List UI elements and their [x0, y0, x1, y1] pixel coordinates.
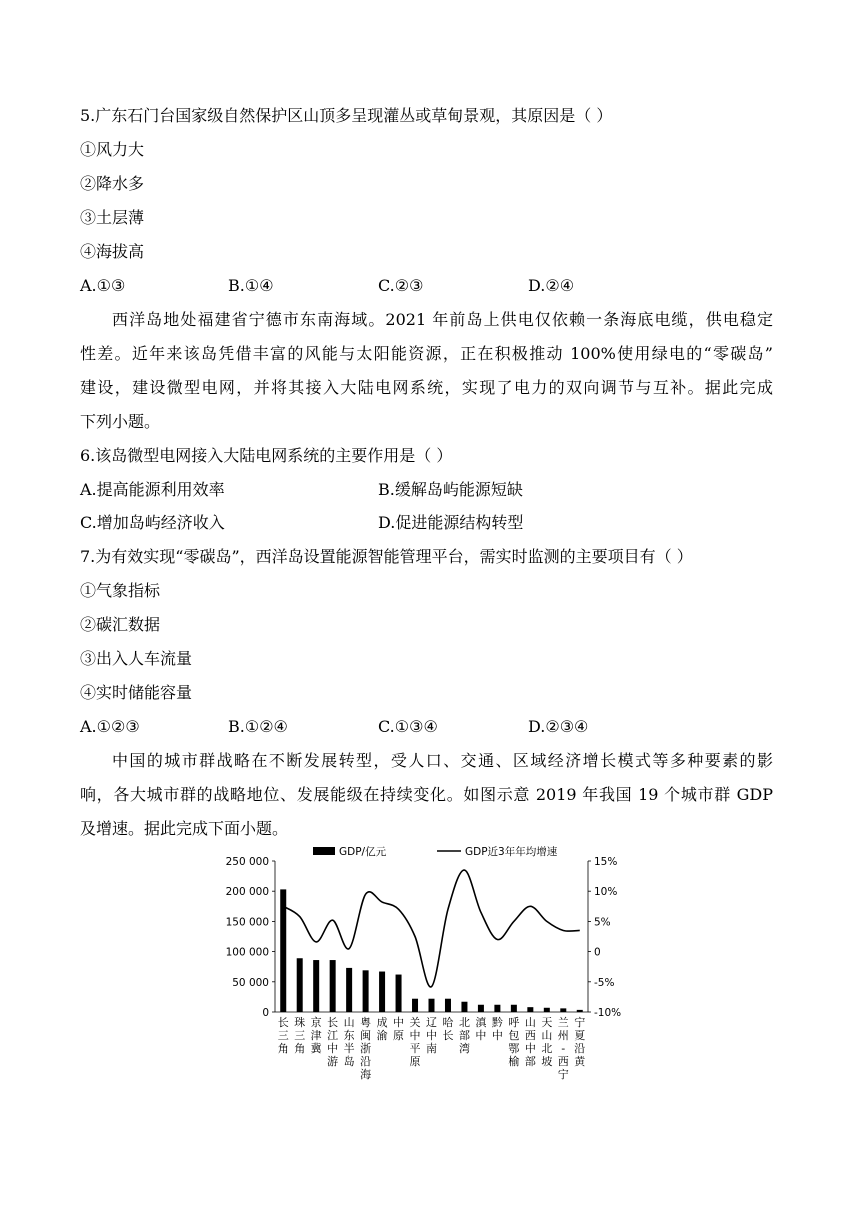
category-label: 成: [376, 1016, 388, 1029]
passage1-line: 西洋岛地处福建省宁德市东南海域。2021 年前岛上供电仅依赖一条海底电缆，供电稳定: [112, 310, 773, 329]
category-label: 山: [541, 1029, 553, 1042]
legend-bar-swatch: [313, 847, 335, 855]
q5-item-1: ①风力大: [80, 140, 145, 159]
q7-option-c[interactable]: C.①③④: [378, 717, 438, 736]
category-label: 中: [475, 1029, 487, 1042]
category-label: 北: [541, 1042, 553, 1055]
gdp-bar: [363, 970, 369, 1012]
category-label: 黄: [574, 1055, 586, 1068]
category-label: 津: [310, 1029, 322, 1042]
gdp-bar: [560, 1008, 566, 1012]
q6-option-d[interactable]: D.促进能源结构转型: [378, 513, 524, 532]
q5-option-b[interactable]: B.①④: [228, 276, 274, 295]
category-label: 长: [442, 1029, 454, 1042]
category-label: 平: [409, 1042, 421, 1055]
category-label: 江: [327, 1029, 339, 1042]
category-label: 岛: [343, 1055, 355, 1068]
category-label: 原: [393, 1029, 405, 1042]
gdp-bar: [511, 1005, 517, 1012]
category-label: 包: [508, 1029, 520, 1042]
passage-xiyang-island: [80, 310, 773, 446]
growth-rate-line: [283, 870, 580, 987]
gdp-bar: [544, 1008, 550, 1012]
q6-option-a[interactable]: A.提高能源利用效率: [80, 480, 225, 499]
q7-option-a[interactable]: A.①②③: [80, 717, 140, 736]
category-label: 鄂: [508, 1042, 520, 1055]
right-tick-label: 15%: [594, 856, 618, 868]
q5-option-a[interactable]: A.①③: [80, 276, 126, 295]
right-tick-label: -10%: [594, 1007, 622, 1019]
left-tick-label: 200 000: [225, 886, 269, 899]
passage1-line: 建设，建设微型电网，并将其接入大陆电网系统，实现了电力的双向调节与互补。据此完成: [80, 378, 773, 397]
right-tick-label: 5%: [594, 916, 611, 929]
q7-option-b[interactable]: B.①②④: [228, 717, 288, 736]
category-label: 中: [426, 1029, 437, 1042]
left-tick-label: 150 000: [225, 916, 269, 929]
category-label: 南: [426, 1042, 437, 1055]
category-label: 中: [491, 1029, 503, 1042]
category-label: 东: [343, 1029, 355, 1042]
gdp-bar: [577, 1010, 583, 1012]
q5-item-4: ④海拔高: [80, 242, 145, 261]
q7-item-3: ③出入人车流量: [80, 649, 193, 668]
category-label: 西: [557, 1055, 569, 1068]
category-label: 部: [458, 1029, 470, 1042]
category-label: 角: [294, 1042, 306, 1055]
category-label: 半: [343, 1042, 355, 1055]
category-label: 渝: [376, 1029, 388, 1042]
category-label: 闽: [360, 1029, 372, 1042]
category-label: 滇: [475, 1016, 487, 1029]
passage2-line: 响，各大城市群的战略地位、发展能级在持续变化。如图示意 2019 年我国 19 个城市群 GDP: [80, 785, 773, 804]
category-label: 宁: [574, 1016, 586, 1029]
category-label: 辽: [426, 1016, 437, 1029]
category-label: 珠: [294, 1016, 306, 1029]
gdp-bar: [379, 972, 385, 1012]
category-label: 坡: [541, 1055, 553, 1068]
gdp-bar: [527, 1007, 533, 1012]
gdp-bar: [429, 999, 435, 1012]
category-label: 京: [310, 1016, 322, 1029]
q5-option-c[interactable]: C.②③: [378, 276, 424, 295]
q6-stem: 6.该岛微型电网接入大陆电网系统的主要作用是（ ）: [80, 446, 453, 465]
category-label: 州: [557, 1029, 569, 1042]
q5-option-d[interactable]: D.②④: [528, 276, 575, 295]
q7-item-4: ④实时储能容量: [80, 683, 193, 702]
category-label: 三: [277, 1029, 289, 1042]
category-label: 三: [294, 1029, 306, 1042]
category-label: 山: [524, 1016, 536, 1029]
category-label: 夏: [574, 1029, 586, 1042]
category-label: 中: [409, 1029, 421, 1042]
legend-gdp-label: GDP/亿元: [339, 846, 387, 858]
category-label: 中: [327, 1042, 339, 1055]
q6-option-c[interactable]: C.增加岛屿经济收入: [80, 513, 225, 532]
gdp-bar: [412, 999, 418, 1012]
passage1-line: 下列小题。: [80, 412, 161, 431]
q7-option-d[interactable]: D.②③④: [528, 717, 589, 736]
passage2-line: 中国的城市群战略在不断发展转型，受人口、交通、区域经济增长模式等多种要素的影: [112, 751, 773, 770]
gdp-bar: [461, 1002, 467, 1012]
city-cluster-gdp-chart: [215, 840, 635, 1090]
category-label: 浙: [360, 1042, 372, 1055]
passage-city-clusters: [80, 751, 773, 853]
left-tick-label: 250 000: [225, 856, 269, 868]
right-tick-label: 10%: [594, 886, 618, 899]
q7-item-1: ①气象指标: [80, 581, 161, 600]
q7-stem: 7.为有效实现“零碳岛”，西洋岛设置能源智能管理平台，需实时监测的主要项目有（ ）: [80, 547, 693, 566]
category-label: 榆: [508, 1055, 520, 1068]
category-label: 宁: [557, 1068, 569, 1081]
q5-stem: 5.广东石门台国家级自然保护区山顶多呈现灌丛或草甸景观，其原因是（ ）: [80, 106, 613, 125]
category-label: 黔: [491, 1016, 503, 1029]
category-label: 冀: [310, 1042, 322, 1055]
gdp-bar: [494, 1005, 500, 1012]
category-label: 哈: [442, 1016, 454, 1029]
right-tick-label: -5%: [594, 976, 615, 989]
gdp-bar: [297, 958, 303, 1012]
left-tick-label: 100 000: [225, 946, 269, 959]
gdp-bar: [478, 1005, 484, 1012]
gdp-bar: [445, 999, 451, 1012]
category-label: 长: [277, 1016, 289, 1029]
legend-growth-label: GDP近3年年均增速: [465, 846, 558, 858]
category-label: 原: [409, 1055, 421, 1068]
gdp-bar: [396, 975, 402, 1012]
category-label: 北: [458, 1016, 470, 1029]
category-label: 西: [524, 1029, 536, 1042]
right-tick-label: 0: [594, 946, 601, 959]
gdp-bar: [346, 968, 352, 1012]
q7-item-2: ②碳汇数据: [80, 615, 161, 634]
left-tick-label: 0: [262, 1007, 269, 1019]
category-label: 角: [277, 1042, 289, 1055]
gdp-bar: [313, 960, 319, 1012]
category-label: 沿: [360, 1055, 372, 1068]
left-tick-label: 50 000: [232, 976, 269, 989]
q5-item-3: ③土层薄: [80, 208, 145, 227]
category-label: 关: [409, 1016, 421, 1029]
category-label: 游: [327, 1055, 339, 1068]
category-label: 中: [524, 1042, 536, 1055]
category-label: 粤: [360, 1016, 372, 1029]
category-label: 湾: [458, 1042, 470, 1055]
category-label: 长: [327, 1016, 339, 1029]
category-label: 中: [393, 1016, 405, 1029]
category-label: 天: [541, 1016, 553, 1029]
gdp-bar: [330, 960, 336, 1012]
q5-item-2: ②降水多: [80, 174, 145, 193]
passage2-line: 及增速。据此完成下面小题。: [80, 819, 289, 838]
category-label: 兰: [557, 1016, 569, 1029]
category-label: 沿: [574, 1042, 586, 1055]
category-label: 海: [360, 1068, 372, 1081]
passage1-line: 性差。近年来该岛凭借丰富的风能与太阳能资源，正在积极推动 100%使用绿电的“零碳岛”: [80, 344, 773, 363]
category-label: -: [561, 1042, 566, 1055]
category-label: 呼: [508, 1016, 520, 1029]
category-label: 山: [343, 1016, 355, 1029]
category-label: 部: [524, 1055, 536, 1068]
q6-option-b[interactable]: B.缓解岛屿能源短缺: [378, 480, 523, 499]
